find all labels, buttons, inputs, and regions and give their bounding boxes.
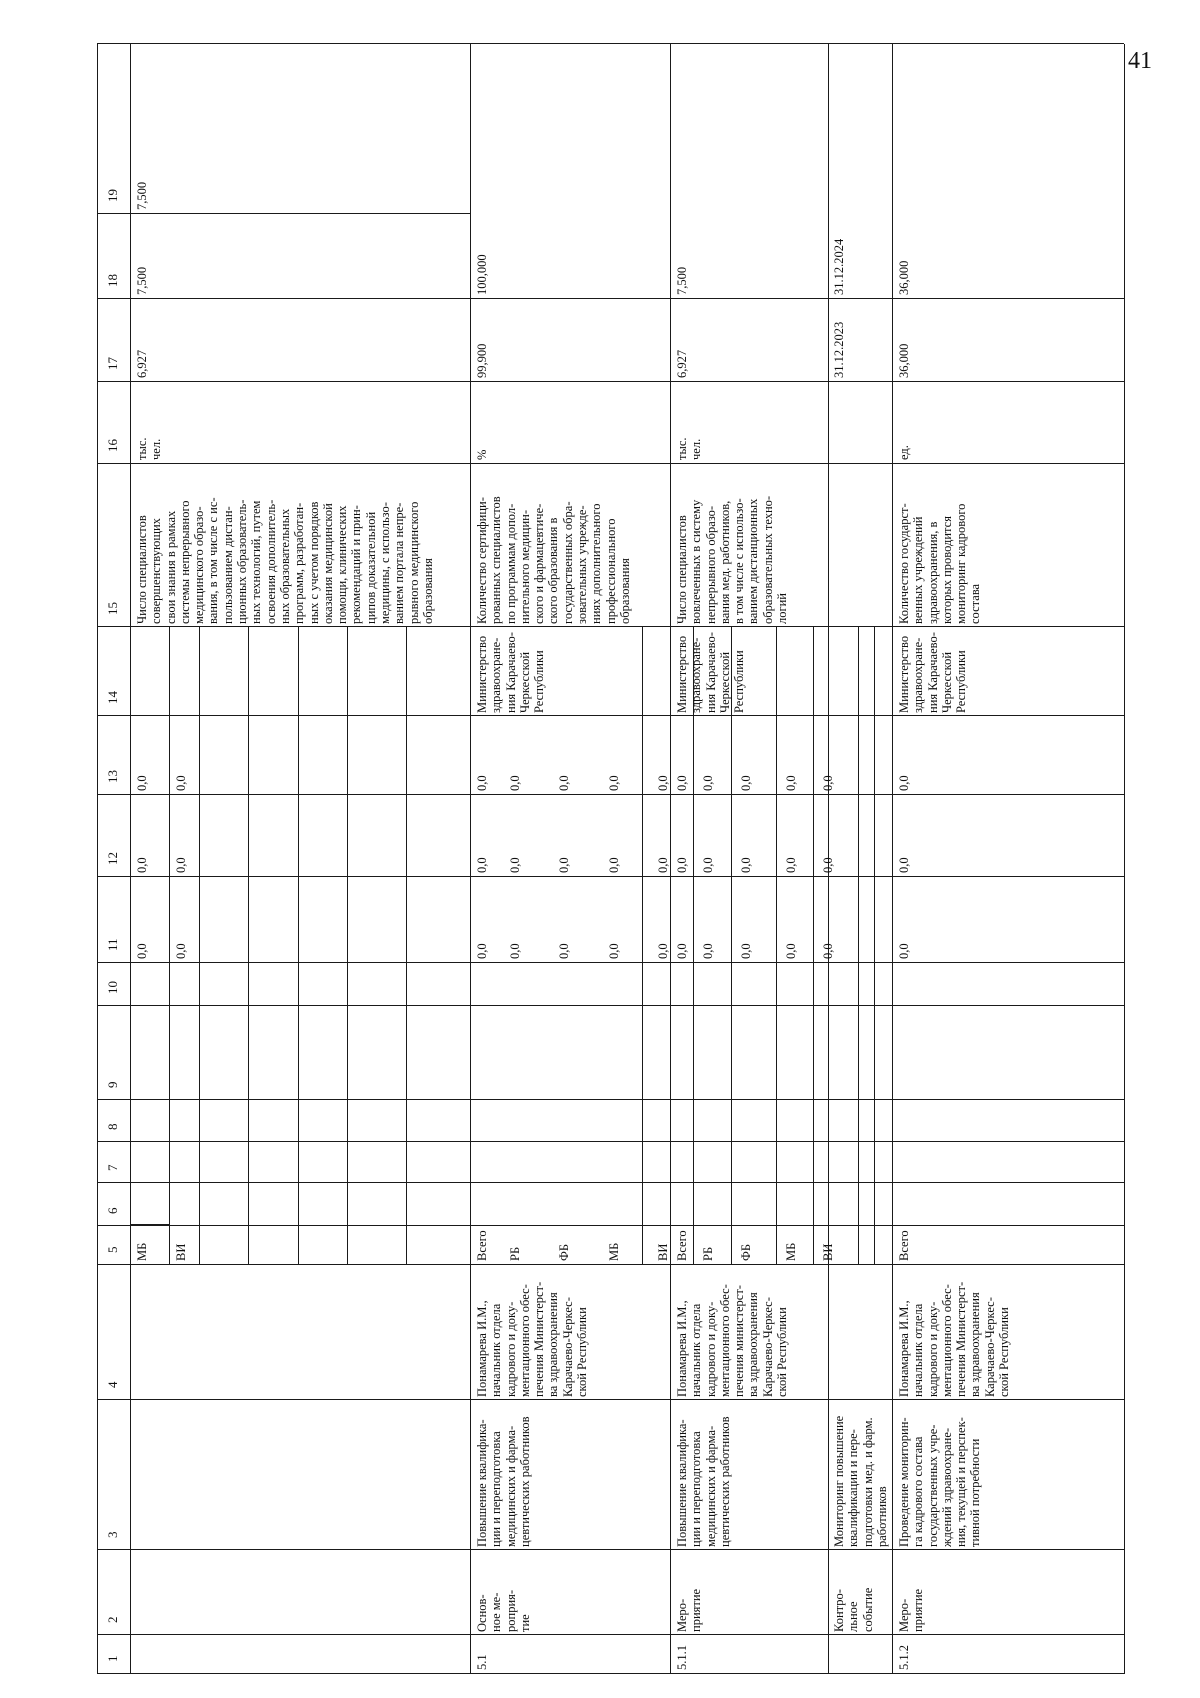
value-cell: 0,0 xyxy=(739,857,753,873)
row-type: Основ- ное ме- роприя- тие xyxy=(475,1589,532,1632)
value-cell: 0,0 xyxy=(784,857,798,873)
column-header-4: 4 xyxy=(105,1381,120,1388)
table-rule xyxy=(97,213,130,214)
column-header-14: 14 xyxy=(105,691,120,704)
row-number: 5.1.1 xyxy=(675,1645,689,1670)
table-rule xyxy=(130,1264,1124,1265)
responsible-person: Понамарева И.М., начальник отдела кадрового и доку- ментационного обес- печения Министерст- ва здравоохранения Карачаево-Черкес- ской Республики xyxy=(475,1281,590,1397)
value-cell: 0,0 xyxy=(557,857,571,873)
column-header-3: 3 xyxy=(105,1531,120,1538)
fund-source-cell: ФБ xyxy=(739,1243,753,1261)
table-rule xyxy=(97,381,130,382)
table-rule xyxy=(298,627,299,1265)
table-rule xyxy=(199,627,200,1265)
value-cell: 0,0 xyxy=(174,857,188,873)
value-cell: 7,500 xyxy=(675,266,689,295)
value-cell: 0,0 xyxy=(174,775,188,791)
row-number: 5.1 xyxy=(475,1654,489,1670)
table-rule xyxy=(97,1634,130,1635)
value-cell: 31.12.2024 xyxy=(832,238,846,295)
fund-source-cell: РБ xyxy=(701,1246,715,1261)
column-header-10: 10 xyxy=(105,981,120,994)
row-name: Проведение мониторин- га кадрового состава государственных учре- ждений здравоохране- ния, текущей и перспек- тивной потребности xyxy=(897,1417,983,1547)
table-rule xyxy=(97,626,130,627)
value-cell: 0,0 xyxy=(475,775,489,791)
column-header-7: 7 xyxy=(105,1164,120,1171)
table-rule xyxy=(858,627,859,1265)
value-cell: 0,0 xyxy=(135,775,149,791)
value-cell: 7,500 xyxy=(135,266,149,295)
value-cell: 0,0 xyxy=(135,943,149,959)
column-header-18: 18 xyxy=(105,274,120,287)
rotated-table xyxy=(97,44,1124,1674)
table-rule xyxy=(731,627,732,1265)
row-name: Мониторинг повышение квалификации и пере- подготовки мед. и фарм. работников xyxy=(832,1415,889,1547)
value-cell: 0,0 xyxy=(675,775,689,791)
value-cell: 0,0 xyxy=(174,943,188,959)
table-rule xyxy=(97,1264,130,1265)
value-cell: 0,0 xyxy=(701,775,715,791)
table-rule xyxy=(97,1005,130,1006)
table-rule xyxy=(97,1182,130,1183)
value-cell: 0,0 xyxy=(675,943,689,959)
table-rule xyxy=(892,44,893,1674)
fund-source-cell: Всего xyxy=(897,1230,911,1261)
table-rule xyxy=(97,715,130,716)
value-cell: 0,0 xyxy=(475,857,489,873)
indicator-cell: Количество сертифици- рованных специалистов по программам допол- нительного медицин- ского и фармацевтиче- ского образования в государственных обра- зовательных учрежде- ниях дополнительного профессионального образования xyxy=(475,496,632,624)
table-rule xyxy=(130,1634,1124,1635)
row-number: 5.1.2 xyxy=(897,1645,911,1670)
value-cell: 0,0 xyxy=(656,775,670,791)
value-cell: 0,0 xyxy=(557,775,571,791)
fund-source-cell: МБ xyxy=(135,1242,149,1261)
indicator-cell: Число специалистов вовлеченных в систему непрерывного образо- вания мед. работников, в том числе с использо- ванием дистанционных образовательных техно- логий xyxy=(675,495,790,624)
column-header-6: 6 xyxy=(105,1207,120,1214)
executor-cell: Министерство здравоохране- ния Карачаево- Черкесской Республики xyxy=(475,632,547,713)
fund-source-cell: ВИ xyxy=(174,1243,188,1261)
table-rule xyxy=(130,1224,169,1225)
value-cell: 0,0 xyxy=(475,943,489,959)
responsible-person: Понамарева И.М., начальник отдела кадрового и доку- ментационного обес- печения министерст- ва здравоохранения Карачаево-Черкес- ской Республики xyxy=(675,1284,790,1397)
value-cell: 0,0 xyxy=(656,943,670,959)
value-cell: 0,0 xyxy=(607,857,621,873)
table-rule xyxy=(130,1005,1124,1006)
table-rule xyxy=(97,1399,130,1400)
page-number: 41 xyxy=(1128,48,1152,74)
value-cell: 6,927 xyxy=(675,349,689,378)
fund-source-cell: ВИ xyxy=(656,1243,670,1261)
table-rule xyxy=(130,1182,1124,1183)
row-type: Меро- приятие xyxy=(675,1588,704,1632)
table-rule xyxy=(130,463,1124,464)
fund-source-cell: РБ xyxy=(508,1246,522,1261)
value-cell: 0,0 xyxy=(701,943,715,959)
table-rule xyxy=(97,298,130,299)
table-rule xyxy=(130,298,1124,299)
value-cell: 0,0 xyxy=(897,775,911,791)
table-rule xyxy=(97,1141,130,1142)
column-header-8: 8 xyxy=(105,1123,120,1130)
table-rule xyxy=(874,627,875,1265)
value-cell: 31.12.2023 xyxy=(832,321,846,378)
table-rule xyxy=(642,627,643,1265)
value-cell: 0,0 xyxy=(897,943,911,959)
fund-source-cell: Всего xyxy=(475,1230,489,1261)
table-rule xyxy=(130,626,1124,627)
value-cell: 0,0 xyxy=(821,943,835,959)
table-rule xyxy=(130,876,1124,877)
table-rule xyxy=(130,1399,1124,1400)
value-cell: 0,0 xyxy=(784,775,798,791)
table-rule xyxy=(97,44,98,1674)
table-rule xyxy=(130,1099,1124,1100)
table-rule xyxy=(130,715,1124,716)
table-rule xyxy=(169,627,170,1265)
row-name: Повышение квалифика- ции и переподготовка медицинских и фарма- цевтических работников xyxy=(475,1416,532,1547)
value-cell: 0,0 xyxy=(607,943,621,959)
value-cell: 0,0 xyxy=(701,857,715,873)
table-rule xyxy=(97,463,130,464)
value-cell: 0,0 xyxy=(675,857,689,873)
table-rule xyxy=(693,627,694,1265)
table-rule xyxy=(97,794,130,795)
unit-cell: тыс. чел. xyxy=(675,437,704,460)
unit-cell: ед. xyxy=(897,445,911,460)
table-rule xyxy=(248,627,249,1265)
value-cell: 36,000 xyxy=(897,260,911,295)
table-rule xyxy=(776,627,777,1265)
row-type: Контро- льное событие xyxy=(832,1587,875,1632)
unit-cell: тыс. чел. xyxy=(135,437,164,460)
table-rule xyxy=(130,1549,1124,1550)
column-header-13: 13 xyxy=(105,770,120,783)
table-rule xyxy=(97,962,130,963)
table-rule xyxy=(97,1549,130,1550)
table-rule xyxy=(130,1141,1124,1142)
column-header-17: 17 xyxy=(105,357,120,370)
column-header-15: 15 xyxy=(105,602,120,615)
value-cell: 99,900 xyxy=(475,343,489,378)
table-rule xyxy=(130,962,1124,963)
table-rule xyxy=(130,1225,1124,1226)
column-header-2: 2 xyxy=(105,1616,120,1623)
responsible-person: Понамарева И.М., начальник отдела кадрового и доку- ментационного обес- печения Министерст- ва здравоохранения Карачаево-Черкес- ской Республики xyxy=(897,1281,1012,1397)
table-rule xyxy=(130,381,1124,382)
value-cell: 0,0 xyxy=(739,943,753,959)
value-cell: 0,0 xyxy=(656,857,670,873)
table-rule xyxy=(130,44,131,1674)
table-rule xyxy=(97,43,1124,44)
column-header-5: 5 xyxy=(105,1246,120,1253)
table-rule xyxy=(406,627,407,1265)
column-header-12: 12 xyxy=(105,852,120,865)
fund-source-cell: ФБ xyxy=(557,1243,571,1261)
fund-source-cell: МБ xyxy=(607,1242,621,1261)
value-cell: 0,0 xyxy=(821,775,835,791)
indicator-cell: Количество государст- венных учреждений здравоохранения, в которых проводится мониторинг кадрового состава xyxy=(897,503,983,624)
fund-source-cell: Всего xyxy=(675,1230,689,1261)
table-rule xyxy=(347,627,348,1265)
table-rule xyxy=(813,627,814,1265)
fund-source-cell: ВИ xyxy=(821,1243,835,1261)
value-cell: 0,0 xyxy=(821,857,835,873)
table-rule xyxy=(97,1099,130,1100)
value-cell: 0,0 xyxy=(508,775,522,791)
table-rule xyxy=(97,1225,130,1226)
value-cell: 0,0 xyxy=(784,943,798,959)
table-rule xyxy=(97,1673,1124,1674)
column-header-19: 19 xyxy=(105,189,120,202)
fund-source-cell: МБ xyxy=(784,1242,798,1261)
value-cell: 0,0 xyxy=(508,943,522,959)
row-name: Повышение квалифика- ции и переподготовка медицинских и фарма- цевтических работников xyxy=(675,1416,732,1547)
table-rule xyxy=(470,44,471,1674)
table-rule xyxy=(130,213,470,214)
row-type: Меро- приятие xyxy=(897,1588,926,1632)
value-cell: 0,0 xyxy=(739,775,753,791)
value-cell: 0,0 xyxy=(135,857,149,873)
indicator-cell: Число специалистов совершенствующих свои знания в рамках системы непрерывного медицинского образо- вания, в том числе с ис- пользованием дистан- ционных образователь- ных технологий, путем освоения дополнитель- ных образовательных программ, разработан- ных с учетом порядков оказания медицинской помощи, клинических рекомендаций и прин- ципов доказательной медицины, с использо- ванием портала непре- рывного медицинского образования xyxy=(135,497,435,624)
value-cell: 36,000 xyxy=(897,343,911,378)
table-rule xyxy=(1124,44,1125,1674)
table-rule xyxy=(97,876,130,877)
executor-cell: Министерство здравоохране- ния Карачаево- Черкесской Республики xyxy=(675,632,747,713)
unit-cell: % xyxy=(475,449,489,460)
column-header-1: 1 xyxy=(105,1655,120,1662)
value-cell: 0,0 xyxy=(557,943,571,959)
column-header-11: 11 xyxy=(105,938,120,951)
column-header-9: 9 xyxy=(105,1081,120,1088)
value-cell: 100,000 xyxy=(475,254,489,295)
value-cell: 6,927 xyxy=(135,349,149,378)
executor-cell: Министерство здравоохране- ния Карачаево- Черкесской Республики xyxy=(897,632,969,713)
value-cell: 0,0 xyxy=(508,857,522,873)
value-cell: 0,0 xyxy=(897,857,911,873)
table-rule xyxy=(130,794,1124,795)
column-header-16: 16 xyxy=(105,439,120,452)
value-cell: 0,0 xyxy=(607,775,621,791)
value-cell: 7,500 xyxy=(135,181,149,210)
